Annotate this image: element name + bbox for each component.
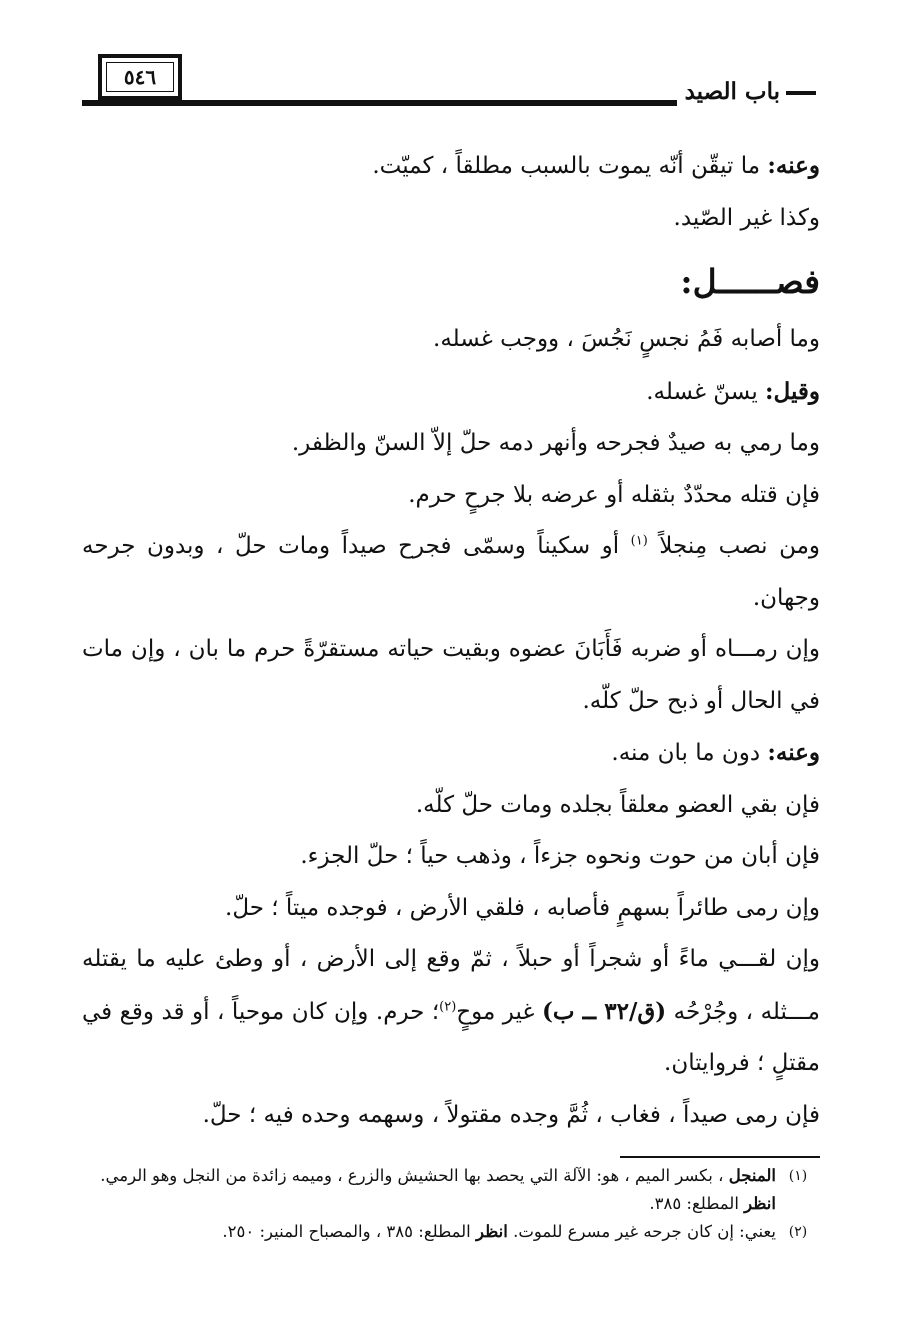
text-line bbox=[82, 314, 820, 366]
page-number: ٥٤٦ bbox=[106, 62, 174, 92]
footnote-text bbox=[96, 1162, 776, 1218]
paragraph-text: ؛ حرم. وإن كان موحياً ، أو قد وقع في مقتلٍ ؛ فروايتان. bbox=[82, 998, 820, 1076]
line-text: وإن رمى طائراً بسهمٍ فأصابه ، فلقي الأرض ، فوجده ميتاً ؛ حلّ. bbox=[225, 894, 820, 921]
line-text: دون ما بان منه. bbox=[611, 740, 768, 766]
footnote-text bbox=[96, 1218, 776, 1246]
line-text: وما أصابه فَمُ نجسٍ نَجُسَ ، ووجب غسله. bbox=[433, 326, 820, 352]
footnotes bbox=[96, 1162, 820, 1246]
footnote-1 bbox=[96, 1162, 820, 1218]
line-text: وكذا غير الصّيد. bbox=[673, 204, 820, 231]
paragraph-text: أو سكيناً وسمّى فجرح صيداً ومات حلّ ، وبدون جرحه وجهان. bbox=[82, 533, 820, 611]
text-line bbox=[82, 883, 820, 935]
line-text: يسنّ غسله. bbox=[646, 378, 766, 405]
footnote-see: انظر bbox=[744, 1194, 776, 1213]
footnote-ref: المطلع: ٣٨٥. bbox=[649, 1194, 745, 1213]
line-lead: وعنه: bbox=[767, 152, 820, 179]
line-text: فإن أبان من حوت ونحوه جزءاً ، وذهب حياً ؛ حلّ الجزء. bbox=[300, 843, 820, 869]
paragraph-text: وإن لقـــي ماءً أو شجراً أو حبلاً ، ثمّ وقع إلى الأرض ، أو وطئ عليه ما يقتله مـــثله ، وجُرْحُه bbox=[82, 946, 820, 1025]
text-line bbox=[82, 140, 820, 193]
manuscript-reference: (ق/٣٢ ــ ب) bbox=[541, 997, 667, 1025]
footnote-see: انظر bbox=[476, 1222, 508, 1241]
text-line bbox=[82, 727, 820, 780]
line-text: فإن بقي العضو معلقاً بجلده ومات حلّ كلّه. bbox=[415, 791, 820, 818]
text-line bbox=[82, 780, 820, 832]
text-line bbox=[82, 193, 820, 245]
line-text: فإن قتله محدّدٌ بثقله أو عرضه بلا جرحٍ حرم. bbox=[408, 481, 820, 508]
footnote-term: المنجل bbox=[728, 1166, 776, 1185]
line-lead: وعنه: bbox=[767, 739, 820, 766]
title-dash bbox=[786, 91, 816, 95]
paragraph-water bbox=[82, 934, 820, 1090]
chapter-title-text: باب الصيد bbox=[684, 78, 780, 105]
footnote-marker-2[interactable]: (٢) bbox=[439, 998, 457, 1014]
chapter-title bbox=[677, 78, 820, 106]
footnote-number: (١) bbox=[788, 1168, 808, 1184]
paragraph-shot: وإن رمـــاه أو ضربه فَأَبَانَ عضوه وبقيت حياته مستقرّةً حرم ما بان ، وإن مات في الحال أو ذبح حلّ كلّه. bbox=[82, 636, 820, 714]
text-line bbox=[82, 831, 820, 883]
line-text: وما رمي به صيدٌ فجرحه وأنهر دمه حلّ إلاّ السنّ والظفر. bbox=[291, 430, 820, 456]
text-line bbox=[82, 418, 820, 470]
footnote-marker-1[interactable]: (١) bbox=[630, 533, 648, 549]
footnote-2 bbox=[96, 1218, 820, 1246]
text-line bbox=[82, 366, 820, 419]
footnote-separator bbox=[620, 1156, 820, 1158]
footnote-body: يعني: إن كان جرحه غير مسرع للموت. bbox=[507, 1222, 776, 1241]
paragraph-text: ومن نصب مِنجلاً bbox=[647, 533, 820, 559]
paragraph-text: غير موحٍ bbox=[456, 998, 542, 1025]
footnote-number: (٢) bbox=[788, 1224, 808, 1240]
footnote-ref: المطلع: ٣٨٥ ، والمصباح المنير: ٢٥٠. bbox=[222, 1222, 476, 1241]
text-line bbox=[82, 470, 820, 522]
section-heading: فصــــــل: bbox=[680, 262, 820, 301]
paragraph-sickle bbox=[82, 521, 820, 624]
page-number-box bbox=[98, 54, 182, 100]
line-lead: وقيل: bbox=[765, 377, 820, 405]
text-line: فإن رمى صيداً ، فغاب ، ثُمَّ وجده مقتولاً ، وسهمه وحده فيه ؛ حلّ. bbox=[202, 1101, 820, 1128]
main-text bbox=[82, 140, 820, 1141]
footnote-body: ، بكسر الميم ، هو: الآلة التي يحصد بها الحشيش والزرع ، وميمه زائدة من النجل وهو الرمي. bbox=[100, 1166, 724, 1185]
line-text: ما تيقّن أنّه يموت بالسبب مطلقاً ، كميّت. bbox=[372, 153, 768, 179]
